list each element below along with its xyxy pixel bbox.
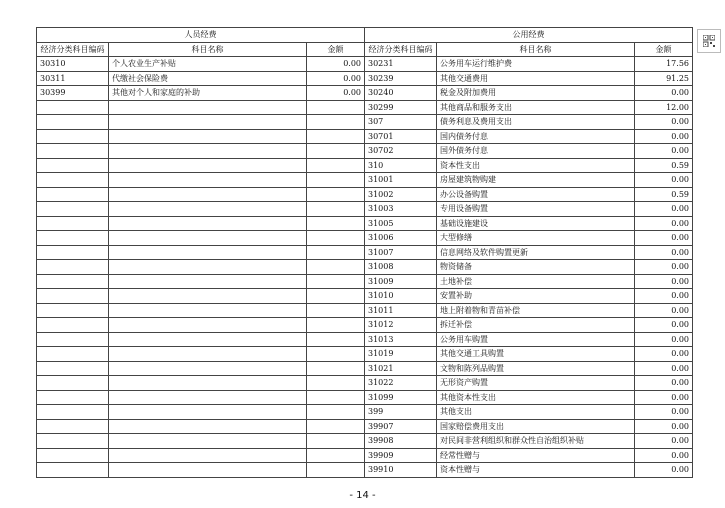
public-amount-cell: 0.00 [635,434,693,449]
personnel-name-cell [109,405,307,420]
public-name-cell: 地上附着物和青苗补偿 [437,303,635,318]
public-amount-cell: 0.00 [635,347,693,362]
public-amount-cell: 0.00 [635,376,693,391]
table-row [37,347,693,362]
public-amount-cell: 0.00 [635,289,693,304]
personnel-name-cell [109,332,307,347]
public-code-cell: 31011 [365,303,437,318]
personnel-code-cell [37,289,109,304]
personnel-code-cell [37,448,109,463]
public-code-cell: 31008 [365,260,437,275]
table-row [37,158,693,173]
public-amount-cell: 0.00 [635,86,693,101]
personnel-group-header: 人员经费 [37,28,365,43]
table-row [37,129,693,144]
personnel-amount-cell [307,463,365,478]
public-amount-cell: 0.00 [635,303,693,318]
table-row [37,86,693,101]
public-name-cell: 办公设备购置 [437,187,635,202]
public-name-cell: 国外债务付息 [437,144,635,159]
public-name-cell: 国内债务付息 [437,129,635,144]
table-row [37,361,693,376]
personnel-name-cell [109,318,307,333]
public-code-cell: 30239 [365,71,437,86]
public-amount-cell: 12.00 [635,100,693,115]
personnel-name-cell [109,260,307,275]
personnel-name-cell [109,231,307,246]
table-row [37,390,693,405]
personnel-name-cell [109,347,307,362]
public-amount-cell: 0.59 [635,187,693,202]
personnel-amount-cell [307,187,365,202]
personnel-name-cell [109,129,307,144]
public-name-cell: 无形资产购置 [437,376,635,391]
personnel-code-cell [37,318,109,333]
public-code-cell: 30240 [365,86,437,101]
public-code-cell: 39910 [365,463,437,478]
public-code-cell: 31021 [365,361,437,376]
public-name-cell: 资本性支出 [437,158,635,173]
public-code-cell: 31005 [365,216,437,231]
table-row [37,71,693,86]
personnel-amount-cell [307,347,365,362]
public-amount-cell: 0.00 [635,216,693,231]
public-amount-cell: 0.00 [635,173,693,188]
table-row [37,57,693,72]
personnel-amount-cell [307,158,365,173]
personnel-amount-cell: 0.00 [307,57,365,72]
personnel-code-cell [37,216,109,231]
personnel-name-cell [109,376,307,391]
table-row [37,448,693,463]
public-name-cell: 税金及附加费用 [437,86,635,101]
personnel-code-cell [37,332,109,347]
table-row [37,332,693,347]
personnel-amount-cell [307,115,365,130]
public-code-cell: 31001 [365,173,437,188]
personnel-code-cell [37,202,109,217]
public-code-cell: 31019 [365,347,437,362]
public-name-cell: 对民间非营利组织和群众性自治组织补贴 [437,434,635,449]
public-group-header: 公用经费 [365,28,693,43]
personnel-name-cell [109,187,307,202]
personnel-name-cell [109,434,307,449]
personnel-amount-cell: 0.00 [307,71,365,86]
public-code-cell: 307 [365,115,437,130]
personnel-name-cell [109,289,307,304]
table-row [37,289,693,304]
personnel-name-cell [109,274,307,289]
personnel-amount-cell [307,231,365,246]
personnel-amount-cell [307,361,365,376]
personnel-name-cell [109,144,307,159]
personnel-name-cell [109,448,307,463]
public-amount-cell: 0.00 [635,318,693,333]
public-amount-cell: 0.00 [635,115,693,130]
public-amount-cell: 0.00 [635,419,693,434]
personnel-amount-cell [307,216,365,231]
public-code-cell: 31009 [365,274,437,289]
table-row [37,144,693,159]
public-code-cell: 31007 [365,245,437,260]
column-header-row [37,42,693,57]
public-name-cell: 拆迁补偿 [437,318,635,333]
personnel-amount-cell [307,202,365,217]
personnel-name-cell: 个人农业生产补贴 [109,57,307,72]
public-name-cell: 公务用车购置 [437,332,635,347]
public-amount-cell: 0.00 [635,144,693,159]
personnel-code-cell [37,463,109,478]
personnel-amount-cell [307,390,365,405]
table-row [37,405,693,420]
personnel-name-cell [109,173,307,188]
personnel-code-cell: 30311 [37,71,109,86]
personnel-name-cell: 其他对个人和家庭的补助 [109,86,307,101]
personnel-amount-cell [307,274,365,289]
public-name-cell: 物资储备 [437,260,635,275]
personnel-code-cell [37,405,109,420]
qr-code-glyph [703,35,715,47]
personnel-amount-cell [307,100,365,115]
public-amount-cell: 0.00 [635,260,693,275]
personnel-amount-cell [307,245,365,260]
personnel-amount-cell [307,332,365,347]
personnel-name-cell [109,245,307,260]
table-row [37,274,693,289]
personnel-amount-cell [307,303,365,318]
public-code-cell: 31002 [365,187,437,202]
personnel-amount-cell [307,419,365,434]
public-name-cell: 大型修缮 [437,231,635,246]
personnel-code-cell [37,231,109,246]
personnel-amount-cell [307,405,365,420]
public-amount-header: 金额 [635,42,693,57]
personnel-code-cell [37,100,109,115]
personnel-amount-cell [307,376,365,391]
table-row [37,303,693,318]
personnel-name-cell [109,303,307,318]
personnel-code-cell [37,390,109,405]
public-amount-cell: 0.00 [635,231,693,246]
personnel-code-cell [37,419,109,434]
personnel-name-cell [109,463,307,478]
public-code-cell: 39907 [365,419,437,434]
personnel-name-header: 科目名称 [109,42,307,57]
personnel-amount-cell [307,318,365,333]
public-name-cell: 资本性赠与 [437,463,635,478]
public-code-cell: 30299 [365,100,437,115]
personnel-amount-cell [307,173,365,188]
public-name-cell: 债务利息及费用支出 [437,115,635,130]
public-name-cell: 其他交通费用 [437,71,635,86]
public-amount-cell: 0.00 [635,405,693,420]
public-name-cell: 土地补偿 [437,274,635,289]
personnel-amount-cell [307,289,365,304]
personnel-code-cell [37,187,109,202]
public-code-cell: 399 [365,405,437,420]
personnel-name-cell [109,419,307,434]
personnel-name-cell [109,100,307,115]
table-row [37,216,693,231]
public-code-cell: 31022 [365,376,437,391]
public-amount-cell: 0.00 [635,361,693,376]
personnel-code-cell [37,274,109,289]
public-code-cell: 31099 [365,390,437,405]
personnel-code-cell [37,173,109,188]
public-amount-cell: 91.25 [635,71,693,86]
personnel-name-cell [109,115,307,130]
qr-code-icon[interactable] [697,29,721,53]
personnel-code-cell [37,434,109,449]
public-name-cell: 其他资本性支出 [437,390,635,405]
public-amount-cell: 0.00 [635,129,693,144]
table-row [37,173,693,188]
group-header-row [37,28,693,43]
public-amount-cell: 0.59 [635,158,693,173]
personnel-amount-header: 金额 [307,42,365,57]
public-code-cell: 31010 [365,289,437,304]
table-row [37,187,693,202]
public-name-cell: 国家赔偿费用支出 [437,419,635,434]
personnel-code-cell [37,129,109,144]
table-body [37,57,693,478]
public-name-cell: 其他商品和服务支出 [437,100,635,115]
public-code-cell: 31006 [365,231,437,246]
personnel-amount-cell [307,260,365,275]
public-code-cell: 310 [365,158,437,173]
public-amount-cell: 0.00 [635,390,693,405]
public-code-cell: 30701 [365,129,437,144]
table-row [37,115,693,130]
public-name-cell: 其他交通工具购置 [437,347,635,362]
public-amount-cell: 17.56 [635,57,693,72]
public-name-cell: 经常性赠与 [437,448,635,463]
public-code-cell: 31012 [365,318,437,333]
table-row [37,231,693,246]
public-code-cell: 39908 [365,434,437,449]
public-amount-cell: 0.00 [635,448,693,463]
personnel-name-cell [109,390,307,405]
public-code-cell: 39909 [365,448,437,463]
personnel-code-cell: 30399 [37,86,109,101]
public-name-cell: 文物和陈列品购置 [437,361,635,376]
expenditure-table [36,27,693,478]
public-name-cell: 房屋建筑物购建 [437,173,635,188]
personnel-code-cell [37,158,109,173]
table-row [37,202,693,217]
public-name-cell: 信息网络及软件购置更新 [437,245,635,260]
table-row [37,419,693,434]
personnel-amount-cell [307,129,365,144]
personnel-code-cell: 30310 [37,57,109,72]
personnel-amount-cell [307,448,365,463]
personnel-name-cell: 代缴社会保险费 [109,71,307,86]
table-row [37,100,693,115]
personnel-name-cell [109,361,307,376]
personnel-name-cell [109,158,307,173]
personnel-code-cell [37,361,109,376]
table-row [37,434,693,449]
public-amount-cell: 0.00 [635,463,693,478]
table-row [37,260,693,275]
page-number: - 14 - [349,490,376,501]
personnel-name-cell [109,216,307,231]
personnel-code-header: 经济分类科目编码 [37,42,109,57]
public-code-cell: 31013 [365,332,437,347]
public-name-cell: 其他支出 [437,405,635,420]
personnel-code-cell [37,303,109,318]
public-amount-cell: 0.00 [635,202,693,217]
personnel-code-cell [37,245,109,260]
personnel-amount-cell [307,144,365,159]
personnel-amount-cell [307,434,365,449]
personnel-name-cell [109,202,307,217]
public-code-header: 经济分类科目编码 [365,42,437,57]
public-name-header: 科目名称 [437,42,635,57]
personnel-code-cell [37,376,109,391]
public-code-cell: 30702 [365,144,437,159]
public-code-cell: 31003 [365,202,437,217]
personnel-code-cell [37,347,109,362]
table-row [37,245,693,260]
public-name-cell: 安置补助 [437,289,635,304]
public-amount-cell: 0.00 [635,332,693,347]
public-code-cell: 30231 [365,57,437,72]
personnel-amount-cell: 0.00 [307,86,365,101]
personnel-code-cell [37,115,109,130]
table-row [37,376,693,391]
personnel-code-cell [37,144,109,159]
table-row [37,318,693,333]
personnel-code-cell [37,260,109,275]
public-name-cell: 基础设施建设 [437,216,635,231]
public-amount-cell: 0.00 [635,245,693,260]
public-name-cell: 专用设备购置 [437,202,635,217]
public-amount-cell: 0.00 [635,274,693,289]
public-name-cell: 公务用车运行维护费 [437,57,635,72]
table-row [37,463,693,478]
